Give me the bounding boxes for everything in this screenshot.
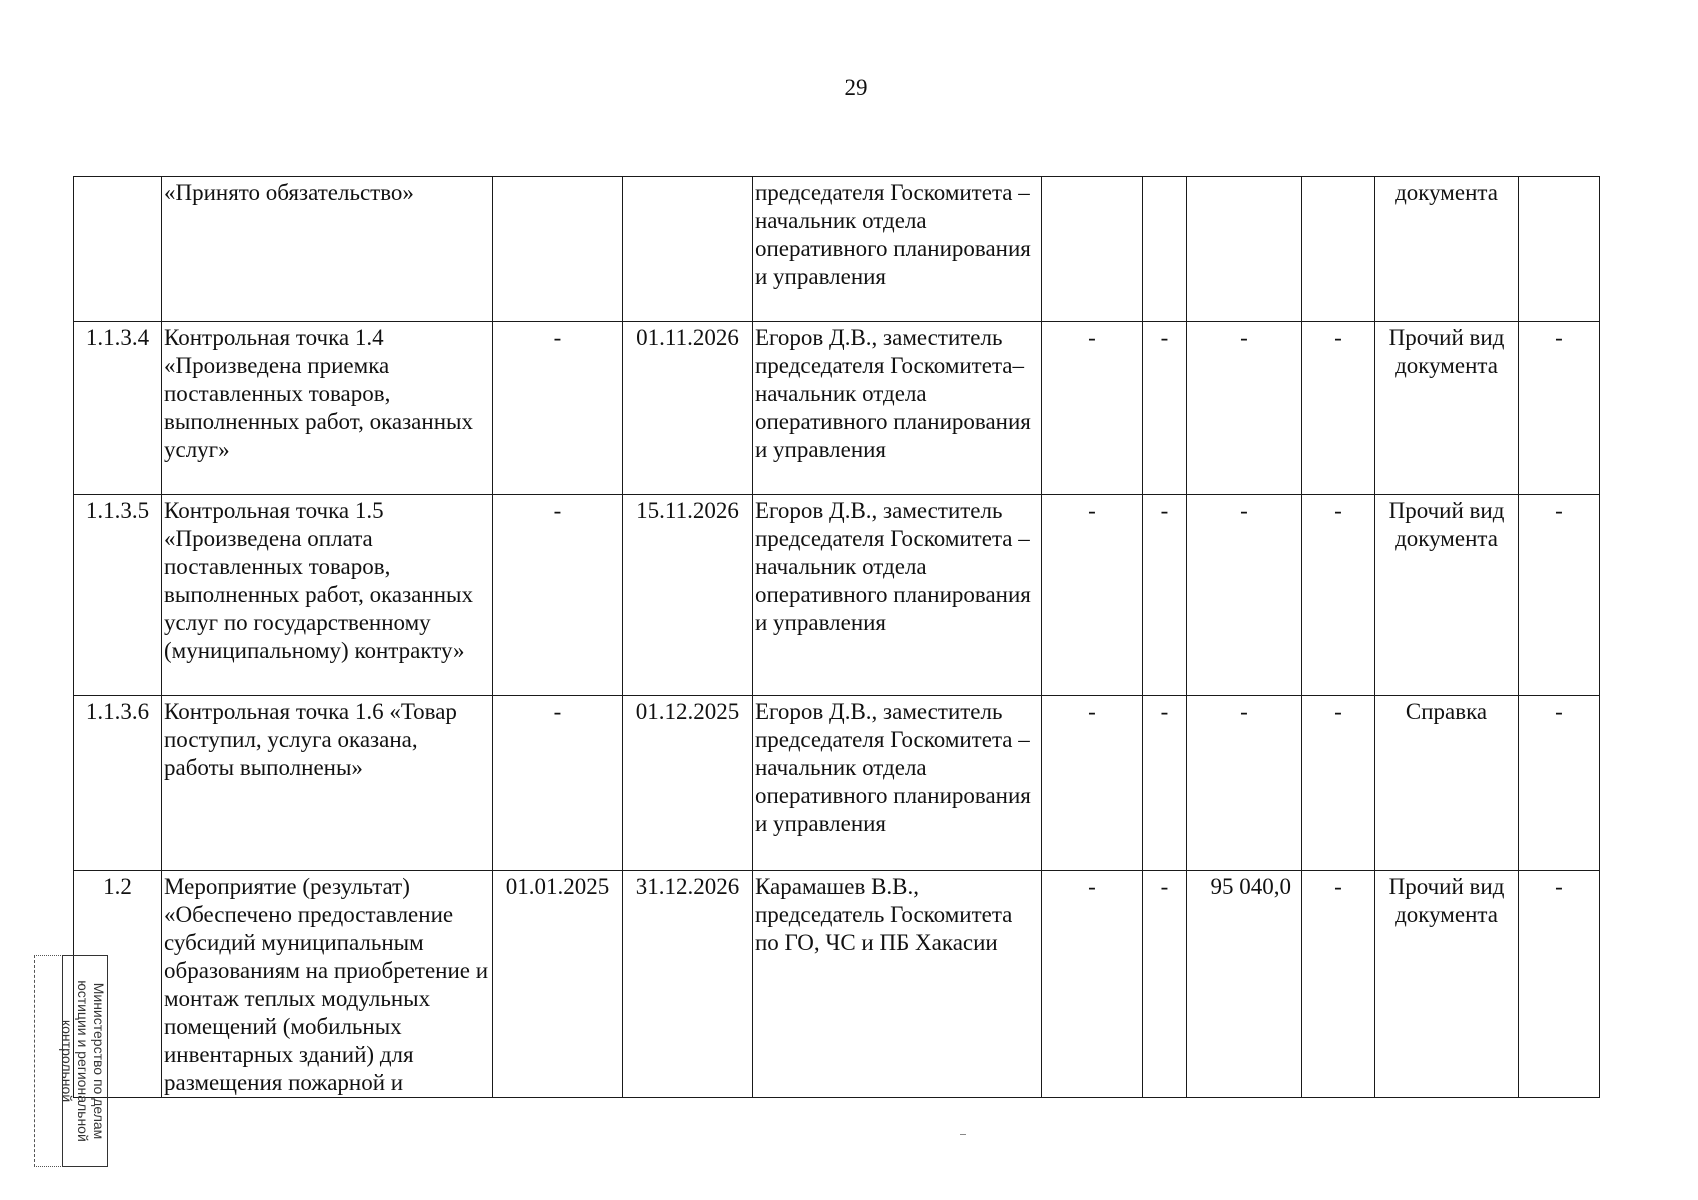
row-value-4 [1302, 177, 1375, 322]
row-end-date: 31.12.2026 [623, 871, 753, 1098]
row-start-date: - [493, 322, 623, 495]
row-responsible: Карамашев В.В., председатель Госкомитета по ГО, ЧС и ПБ Хакасии [753, 871, 1042, 1098]
row-value-3: 95 040,0 [1187, 871, 1302, 1098]
row-value-3: - [1187, 495, 1302, 696]
row-start-date: - [493, 495, 623, 696]
table-row [74, 322, 1600, 495]
row-last: - [1519, 322, 1600, 495]
row-last [1519, 177, 1600, 322]
stamp-frame [62, 955, 108, 1167]
row-number [74, 177, 162, 322]
row-number: 1.1.3.6 [74, 696, 162, 871]
row-doc-type: документа [1375, 177, 1519, 322]
row-value-4: - [1302, 495, 1375, 696]
row-name: Мероприятие (результат) «Обеспечено предоставление субсидий муниципальным образованиям на приобретение и монтаж теплых модульных помещений (мобильных инвентарных зданий) для размещения пожарной и [162, 871, 493, 1098]
row-value-2 [1143, 177, 1187, 322]
row-name: «Принято обязательство» [162, 177, 493, 322]
row-last: - [1519, 696, 1600, 871]
table-row [74, 696, 1600, 871]
row-value-4: - [1302, 322, 1375, 495]
stamp-line-3: контрольной [59, 1019, 75, 1103]
row-start-date [493, 177, 623, 322]
table-row [74, 177, 1600, 322]
row-responsible: председателя Госкомитета – начальник отдела оперативного планирования и управления [753, 177, 1042, 322]
row-responsible: Егоров Д.В., заместитель председателя Госкомитета – начальник отдела оперативного планирования и управления [753, 495, 1042, 696]
page-number: 29 [844, 75, 868, 100]
scan-mark [960, 1134, 966, 1135]
row-value-1 [1042, 177, 1143, 322]
row-start-date: - [493, 696, 623, 871]
row-value-1: - [1042, 322, 1143, 495]
row-end-date: 01.11.2026 [623, 322, 753, 495]
row-number: 1.1.3.5 [74, 495, 162, 696]
row-end-date: 15.11.2026 [623, 495, 753, 696]
row-start-date: 01.01.2025 [493, 871, 623, 1098]
row-name: Контрольная точка 1.4 «Произведена приемка поставленных товаров, выполненных работ, оказанных услуг» [162, 322, 493, 495]
row-value-2: - [1143, 696, 1187, 871]
table-row [74, 871, 1600, 1098]
row-last: - [1519, 495, 1600, 696]
row-end-date: 01.12.2025 [623, 696, 753, 871]
row-value-2: - [1143, 871, 1187, 1098]
row-value-3: - [1187, 696, 1302, 871]
row-value-2: - [1143, 495, 1187, 696]
row-value-4: - [1302, 696, 1375, 871]
stamp-line-1: Министерство по делам [91, 982, 107, 1140]
row-doc-type: Прочий вид документа [1375, 871, 1519, 1098]
row-doc-type: Прочий вид документа [1375, 322, 1519, 495]
row-doc-type: Прочий вид документа [1375, 495, 1519, 696]
row-name: Контрольная точка 1.5 «Произведена оплата поставленных товаров, выполненных работ, оказанных услуг по государственному (муниципальному) контракту» [162, 495, 493, 696]
row-doc-type: Справка [1375, 696, 1519, 871]
row-responsible: Егоров Д.В., заместитель председателя Госкомитета– начальник отдела оперативного планирования и управления [753, 322, 1042, 495]
row-number: 1.1.3.4 [74, 322, 162, 495]
row-value-2: - [1143, 322, 1187, 495]
row-value-3 [1187, 177, 1302, 322]
row-value-1: - [1042, 871, 1143, 1098]
activities-table [73, 176, 1600, 1098]
row-value-1: - [1042, 696, 1143, 871]
row-end-date [623, 177, 753, 322]
row-responsible: Егоров Д.В., заместитель председателя Госкомитета – начальник отдела оперативного планирования и управления [753, 696, 1042, 871]
row-value-1: - [1042, 495, 1143, 696]
row-last: - [1519, 871, 1600, 1098]
stamp-line-2: юстиции и региональной [75, 980, 91, 1142]
row-name: Контрольная точка 1.6 «Товар поступил, услуга оказана, работы выполнены» [162, 696, 493, 871]
row-value-4: - [1302, 871, 1375, 1098]
row-number: 1.2 [74, 871, 162, 1098]
row-value-3: - [1187, 322, 1302, 495]
table-row [74, 495, 1600, 696]
